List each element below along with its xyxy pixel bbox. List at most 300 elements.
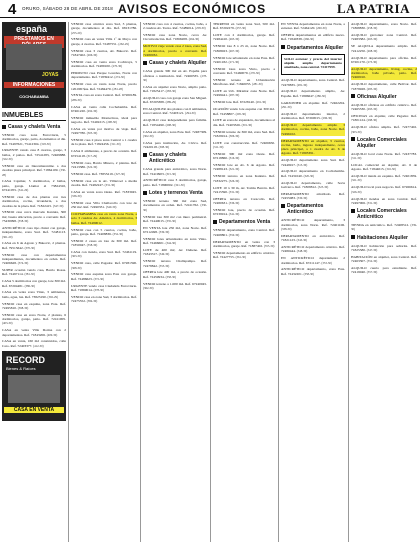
classified-ad bbox=[143, 141, 207, 150]
square-bullet-icon bbox=[351, 235, 355, 239]
ad-code: (384-30) bbox=[86, 299, 98, 304]
ad-text: VENDO casa en esquina, zona Este. Ref. 72495810. bbox=[2, 301, 66, 310]
highlighted-ad bbox=[351, 67, 417, 80]
ad-espana-line3: INFORMACIONES bbox=[4, 82, 64, 88]
classified-ad bbox=[2, 210, 66, 223]
ad-text: VENDO lote urbanizado en zona Este. Ref. 72401182. bbox=[213, 55, 275, 64]
ad-text: ALQUILO departamento para oficina. Ref. 67201170. bbox=[351, 55, 417, 64]
classified-ad bbox=[213, 141, 275, 150]
classified-ad bbox=[71, 261, 137, 270]
classified-ad bbox=[281, 218, 345, 231]
classified-ad bbox=[71, 295, 137, 304]
ad-code: (327-30) bbox=[114, 171, 125, 176]
ad-code: (320-30) bbox=[303, 173, 315, 178]
boxed-ad bbox=[281, 54, 345, 75]
classified-ad bbox=[351, 255, 417, 264]
classified-ad bbox=[351, 197, 417, 206]
classified-ad bbox=[2, 226, 66, 239]
classified-ad bbox=[71, 228, 137, 237]
classified-ad bbox=[213, 100, 275, 104]
section-heading bbox=[2, 124, 66, 130]
classified-ad bbox=[2, 179, 66, 192]
ad-code: (352-30) bbox=[366, 259, 378, 264]
ad-text: VENDO lote. Ref. 67228140. bbox=[213, 100, 255, 105]
ad-code: (291-30) bbox=[255, 100, 267, 105]
ad-code: (343-30) bbox=[296, 238, 308, 243]
ad-text: EN VENTA lote 250 m2, zona Norte. Ref. 67212498. bbox=[143, 225, 207, 235]
ad-text: ALQUILO departamento, calle Bolívar. Ref. 71879928. bbox=[351, 82, 417, 91]
ad-text: LOTE con construcción. Ref. 72406650. bbox=[213, 140, 275, 145]
classified-ad bbox=[71, 239, 137, 248]
ad-text: OFERTA departamentos en edificio nuevo. Ref. 71840338. bbox=[281, 33, 345, 42]
ad-code: (278-30) bbox=[143, 73, 207, 82]
classified-ad bbox=[2, 313, 66, 326]
ad-text: VENDO 2 casas en lote de 300 m2. Ref. 71850047. bbox=[71, 238, 137, 248]
classified-ad bbox=[351, 185, 417, 194]
ad-code: (298-30) bbox=[106, 120, 117, 125]
ad-record-subtitle: Bienes & Raíces bbox=[6, 366, 36, 372]
ad-code: (381-30) bbox=[24, 272, 35, 277]
ad-code: (301-30) bbox=[241, 122, 253, 127]
ad-code: (287-30) bbox=[228, 93, 240, 98]
classified-ad bbox=[213, 118, 275, 127]
classified-ad bbox=[71, 284, 137, 293]
ad-text: LOTE de 400 m2, Av. Dehene. Ref. 71843317. bbox=[143, 248, 207, 257]
ad-text: ALQUILO oficina amplia. Ref. 72477402. bbox=[351, 125, 417, 130]
classified-ad bbox=[71, 49, 137, 58]
classified-ad bbox=[71, 116, 137, 125]
ad-text: ALQUILO departamento en Cochabamba. Ref. 72431040. bbox=[281, 169, 345, 178]
ad-text: CASA en venta zona Vinto, 3 ambientes, baño, agua, luz. Ref. 73823190. bbox=[2, 290, 66, 299]
ad-text: CASA grande para anticrético, zona Norte. Ref. 72419903. bbox=[143, 167, 207, 176]
classified-ad bbox=[351, 44, 417, 53]
classified-ad bbox=[71, 37, 137, 46]
classified-ad bbox=[213, 78, 275, 87]
ad-code: (338-30) bbox=[281, 227, 292, 232]
classified-ad bbox=[71, 22, 137, 35]
ad-code: (283-30) bbox=[165, 89, 177, 94]
classified-ad bbox=[281, 158, 345, 167]
classified-ad bbox=[71, 138, 137, 147]
classified-ad bbox=[71, 190, 137, 199]
classified-ad bbox=[71, 272, 137, 281]
classified-ad bbox=[143, 248, 207, 257]
ad-text: ALQUILO departamento, zona Norte. Ref. 71868830. bbox=[351, 22, 417, 31]
ad-code: (341-29) bbox=[17, 188, 29, 193]
ad-text: ANTICRÉTICO departamento, zona Este. Ref. 72432201. bbox=[281, 267, 345, 276]
ad-code: (305-30) bbox=[86, 131, 98, 136]
classified-ad bbox=[213, 33, 275, 42]
ad-code: (363-30) bbox=[71, 254, 82, 259]
ad-code: (268-30) bbox=[366, 48, 378, 53]
section-heading-text: Lotes y terrenos Venta bbox=[149, 190, 203, 197]
classified-ad bbox=[351, 266, 417, 275]
ad-code: (347-30) bbox=[366, 248, 378, 253]
ad-code: (412-30) bbox=[33, 343, 44, 348]
ad-text: VENDO casa con departamentos independientes, documentos en orden. Ref. 72406628. bbox=[2, 252, 66, 266]
classified-ad bbox=[143, 270, 207, 279]
ad-text: VENDO casa 2 pisos zona Central a 1 cuadra de la plaza. Ref. 71824456. bbox=[71, 138, 137, 147]
classified-ad bbox=[71, 149, 137, 158]
ad-code: (340-30) bbox=[105, 205, 117, 210]
ad-code: (361-30) bbox=[235, 255, 247, 260]
ad-text: ALQUILO tienda en esquina. Ref. 72401859. bbox=[351, 174, 417, 179]
ad-code: (270-30) bbox=[111, 64, 123, 69]
ad-text: CASA en venta, 160 m2 construidos, calle Caro. Ref. 72403377. bbox=[2, 339, 66, 348]
ad-text: ALQUILO cuarto para estudiante. Ref. 72419040. bbox=[351, 266, 417, 275]
ad-text: ALQUILO departamento, calle Soria Galvarro. Ref. 71808812. bbox=[281, 180, 345, 189]
ad-text: ALQUILO oficinas en edificio céntrico. Ref. 72465530. bbox=[351, 102, 417, 112]
classified-ad bbox=[351, 56, 417, 65]
classified-ad bbox=[281, 181, 345, 190]
classified-ad bbox=[213, 240, 275, 249]
classified-ad bbox=[143, 167, 207, 176]
ad-code: (316-30) bbox=[385, 167, 396, 172]
ad-text: VENDO casa, Barrio Minero, 2 plantas. Ref. 72413386. bbox=[71, 160, 137, 169]
ad-code: (322-30) bbox=[86, 164, 98, 169]
classified-ad bbox=[213, 107, 275, 116]
ad-espana-logo: españa bbox=[16, 24, 48, 34]
classified-ad bbox=[213, 152, 275, 161]
ad-code: (315-30) bbox=[296, 162, 308, 167]
ad-code: (258-30) bbox=[366, 26, 378, 31]
ad-code: (292-30) bbox=[86, 108, 98, 113]
classified-ad bbox=[71, 172, 137, 176]
ad-text: DEPARTAMENTO en alquiler, 3 cuartos, cocina, baño, ingreso independiente, cerca plaza principal, a 1 cuadra de Av. 6 de Agosto. Ref. 71803391. bbox=[281, 138, 345, 156]
ad-code: (355-30) bbox=[263, 243, 275, 248]
ad-code: (372-30) bbox=[93, 276, 105, 281]
square-bullet-icon bbox=[213, 220, 217, 224]
ad-text: CASA en venta calle Cochabamba. Ref. 67461220. bbox=[71, 104, 137, 113]
ad-text: VENDO casa en venta Villa 1º de Mayo con garaje, 4 cuartos. Ref. 72487551. bbox=[71, 37, 137, 46]
ad-code: (352-30) bbox=[112, 231, 124, 236]
ad-record-title: RECORD bbox=[6, 355, 46, 366]
classified-ad bbox=[351, 22, 417, 31]
classified-ad bbox=[281, 33, 345, 42]
classified-ad bbox=[213, 197, 275, 206]
classified-ad bbox=[351, 103, 417, 112]
col2-ads bbox=[71, 22, 137, 303]
ad-text: URGENTE vendo casa Ciudadela Ferroviaria. Ref. 71869014. bbox=[71, 283, 137, 292]
ad-code: (335-30) bbox=[165, 218, 177, 223]
ad-code: (358-30) bbox=[303, 271, 315, 276]
ad-code: (296-30) bbox=[321, 116, 333, 121]
column-2 bbox=[69, 22, 139, 542]
section-heading-text: Casas y chalets Alquiler bbox=[149, 60, 207, 67]
ad-text: OFERTA lote 400 m2, a precio de ocasión. Ref. 72459934. bbox=[143, 270, 207, 279]
ad-text: DEPARTAMENTO en venta con 3 dormitorios, garaje. Ref. 71887402. bbox=[213, 239, 275, 248]
col5-ads bbox=[281, 22, 345, 276]
classified-ad bbox=[71, 82, 137, 91]
classified-ad bbox=[281, 169, 345, 178]
ad-text: VENDO lote, precio de ocasión. Ref. 67239914. bbox=[213, 207, 275, 217]
ad-code: (348-30) bbox=[296, 249, 308, 254]
square-bullet-icon bbox=[351, 137, 355, 141]
ad-code: (263-30) bbox=[366, 37, 378, 42]
section-heading bbox=[143, 60, 207, 66]
ad-code: (293-30) bbox=[366, 107, 378, 112]
classified-ad bbox=[351, 33, 417, 42]
ad-text: GARZONIER en alquiler. Ref. 72462204. bbox=[281, 100, 345, 105]
ad-record-house-image bbox=[8, 375, 60, 403]
ad-text: VENDO casa de dos plantas con tres dormitorios, cocina, lavandería, a dos cuadras de la plaza. Ref. 71822415. bbox=[2, 194, 66, 208]
ad-code: (311-30) bbox=[110, 142, 121, 147]
classified-ad bbox=[281, 234, 345, 243]
classified-ad bbox=[281, 267, 345, 276]
classified-ad bbox=[71, 71, 137, 80]
classified-ad bbox=[2, 241, 66, 250]
classified-ad bbox=[143, 118, 207, 127]
classified-ad bbox=[213, 251, 275, 260]
ad-text: VENDO casa en Intecamerentino a dos cuadras plaza principal. Ref. 71864109. bbox=[2, 163, 66, 173]
ad-code: (303-30) bbox=[351, 129, 362, 134]
ad-code: (260-30) bbox=[316, 26, 327, 31]
ad-code: (321-30) bbox=[351, 178, 362, 183]
ad-text: VENDO casa zona Ferroviaria, 5 dormitorios, garaje, patio, documentos al día. Ref. 72497621, 75412304. bbox=[2, 133, 66, 146]
ad-code: (362-30) bbox=[143, 285, 154, 290]
ad-code: (286-30) bbox=[71, 97, 82, 102]
ad-text: VENTA casa en zona Central. Ref. 67200189. bbox=[71, 93, 137, 98]
ad-code: (311-30) bbox=[213, 145, 224, 150]
ad-code: (331-30) bbox=[104, 182, 116, 187]
ad-text: VENDO departamento en edificio céntrico. Ref. 72427755. bbox=[213, 250, 275, 260]
column-6 bbox=[349, 22, 419, 542]
ad-code: (273-30) bbox=[366, 59, 378, 64]
ad-text: ALQUILO local para negocio. Ref. 67266614. bbox=[351, 185, 417, 190]
classified-ad bbox=[213, 89, 275, 98]
inmuebles-heading: INMUEBLES bbox=[2, 112, 66, 121]
ad-text: VENDO terreno en Urbanización Miraflores. Ref. 71840055. bbox=[213, 77, 275, 87]
classified-ad bbox=[351, 244, 417, 253]
ad-text: VENDO casa Villa Challacollo con lote de 250 m2. Ref. 72490331. bbox=[71, 201, 137, 210]
ad-code: (392-29) bbox=[47, 294, 58, 299]
ad-code: (374-30) bbox=[17, 261, 29, 266]
highlighted-ad bbox=[143, 44, 207, 57]
ad-text: CASA en alquiler, zona Este. Ref. 72487309. bbox=[143, 129, 207, 134]
ad-code: (358-30) bbox=[17, 219, 29, 224]
ad-text: CASA en venta zona Oeste. Ref. 71833045. bbox=[71, 189, 137, 194]
ad-code: (316-30) bbox=[228, 156, 240, 161]
ad-text: VENDO casa en venta zona Cochiraya, 5 dormitorios. Ref. 72489100. bbox=[71, 59, 137, 69]
classified-ad bbox=[2, 268, 66, 277]
ad-text: ANTICRÉTICO casa tipo chalet con garaje, independiente, zona Sud. Ref. 72481113. bbox=[2, 225, 66, 235]
ad-text: CASA Cajamar, 5 dormitorios, 2 baños, patio, garaje. Llamar al 73824310, 67241055. bbox=[2, 179, 66, 193]
ad-code: (378-30) bbox=[93, 287, 105, 292]
page-date: ORURO, SÁBADO 28 DE ABRIL DE 2018 bbox=[22, 6, 113, 11]
classified-ad bbox=[351, 163, 417, 172]
ad-code: (264-30) bbox=[188, 37, 200, 42]
ad-text: TIENDA en anticrético. Ref. 72408512. bbox=[351, 223, 410, 228]
ad-code: (306-30) bbox=[228, 133, 240, 138]
section-heading bbox=[143, 152, 207, 164]
ad-code: (276-30) bbox=[249, 71, 260, 76]
ad-text: LOTE 10 x 30 m, Av. Tomás Barrón. Ref. 72415590. bbox=[213, 185, 275, 194]
ad-text: VENDO terreno de 360 m2, zona Sud. Ref. 71829914. bbox=[213, 129, 275, 138]
classified-ad bbox=[143, 237, 207, 246]
ad-text: VENDO casa con 5 cuartos, cocina, baño, patio, garaje. Ref. 72408836. bbox=[71, 227, 137, 236]
ad-code: (285-30) bbox=[366, 86, 378, 91]
section-heading bbox=[213, 219, 275, 225]
section-title: AVISOS ECONÓMICOS bbox=[118, 2, 267, 16]
ad-code: (289-29) bbox=[165, 100, 177, 105]
ad-text: ALQUILO garzonier zona Central. Ref. 72483382. bbox=[351, 33, 417, 42]
ad-text: LOTE en zona de expansión, documentos al día. Ref. 72403326. bbox=[213, 118, 275, 127]
classified-ad bbox=[71, 161, 137, 170]
ad-text: VENDO casa zona Norte, cerca Av. Circunvalación. Ref. 71866208. bbox=[143, 33, 207, 42]
classified-ad bbox=[143, 22, 207, 31]
classified-ad bbox=[351, 174, 417, 183]
ad-text: VENDO casa cerca mercado Kantuta, 300 m2, buena ubicación, precio a convenir. Ref. 75430098. bbox=[2, 210, 66, 224]
col6-ads bbox=[351, 22, 417, 275]
classified-ad bbox=[281, 101, 345, 110]
classified-ad bbox=[71, 127, 137, 136]
page-number: 4 bbox=[8, 1, 17, 18]
col3-ads bbox=[143, 22, 207, 290]
classified-ad bbox=[2, 148, 66, 161]
ad-code: (274-30) bbox=[114, 75, 125, 80]
section-heading-text: Casas y chalets Venta bbox=[8, 124, 61, 130]
ad-code: (370-30) bbox=[24, 245, 36, 250]
ad-code: (262-29) bbox=[118, 41, 129, 46]
ad-text: VENDO terreno 360 m2 zona Sud, documentos en orden. Ref. 72411762. bbox=[143, 199, 207, 208]
classified-ad bbox=[281, 112, 345, 121]
ad-text: CASA 5 dormitorios con garaje, lote 300 m2. Ref. 67204481. bbox=[2, 279, 66, 288]
highlighted-ad bbox=[281, 139, 345, 156]
section-heading bbox=[281, 45, 345, 51]
ad-code: (286-30) bbox=[315, 93, 326, 98]
column-4 bbox=[211, 22, 277, 542]
ad-code: (266-30) bbox=[86, 52, 98, 57]
classified-ad bbox=[213, 67, 275, 76]
ad-code: (357-30) bbox=[366, 270, 378, 275]
ad-text: ANTICRÉTICO casa 3 dormitorios, garaje, patio. Ref. 71890002. bbox=[143, 178, 207, 187]
classified-ad bbox=[143, 69, 207, 82]
ad-code: (403-30) bbox=[2, 321, 13, 326]
ad-text: VENDO terreno en zona Kantuta. Ref. 71832275. bbox=[213, 174, 275, 183]
ad-code: (321-30) bbox=[228, 167, 240, 172]
ad-text: CASA 6 ambientes, a precio de ocasión. Ref. 67254118. bbox=[71, 149, 137, 158]
ad-code: (330-30) bbox=[143, 203, 207, 212]
classified-ad bbox=[2, 328, 66, 337]
classified-ad bbox=[351, 152, 417, 161]
newspaper-brand: LA PATRIA bbox=[337, 1, 410, 16]
ad-code: (347-30) bbox=[52, 203, 64, 208]
classified-ad bbox=[213, 228, 275, 237]
ad-text: VENDO casa en zona Sud, 3 dormitorios. Ref. 72475552. bbox=[71, 294, 137, 304]
ad-code: (308-30) bbox=[158, 144, 170, 149]
classified-ad bbox=[71, 60, 137, 69]
section-heading-text: Departamentos Venta bbox=[219, 219, 271, 226]
ad-code: (295-30) bbox=[235, 111, 247, 116]
classified-ad bbox=[71, 179, 137, 188]
ad-text: CASA grande 300 m2 en Av. España para oficinas o institución. Ref. 72460335. bbox=[143, 69, 207, 78]
classified-ad bbox=[281, 245, 345, 254]
ad-code: (341-30) bbox=[228, 212, 240, 217]
square-bullet-icon bbox=[143, 153, 147, 157]
square-bullet-icon bbox=[351, 209, 355, 213]
ad-code: (271-30) bbox=[228, 59, 240, 64]
ad-text: VENDO departamento, zona Central. Ref. 72468801. bbox=[213, 228, 275, 237]
ad-espana-line4: COCHABAMBA bbox=[19, 94, 49, 99]
ad-text: VENDO 300 m2 zona Oeste. Ref. 67218860. bbox=[213, 151, 275, 161]
classified-ad bbox=[71, 250, 137, 259]
section-heading bbox=[351, 208, 417, 220]
ad-espana-line1: PRESTAMOS EN bbox=[4, 36, 64, 48]
ad-text: CASA con tienda, zona Sud. Ref. 72461119. bbox=[71, 250, 137, 255]
classified-ad bbox=[2, 302, 66, 311]
ad-record bbox=[2, 351, 66, 421]
ad-text: ALQUILO habitación para señorita. Ref. 71825580. bbox=[351, 243, 417, 253]
classified-ad bbox=[143, 33, 207, 42]
ad-text: ALQUILO departamento amplio 3 dormitorios, cocina, baño, zona Norte. Ref. 72496102. bbox=[281, 123, 345, 136]
ad-code: (266-30) bbox=[303, 37, 315, 42]
classified-ad bbox=[71, 201, 137, 210]
ad-code: (386-30) bbox=[24, 283, 36, 288]
ad-code: (336-30) bbox=[71, 194, 82, 199]
ad-code: (267-30) bbox=[228, 48, 240, 53]
section-heading-text: Locales Comerciales Anticrético bbox=[357, 208, 407, 221]
ad-text: VENDO casa. Ref. 73855219. bbox=[71, 171, 114, 176]
classified-ad bbox=[143, 85, 207, 94]
ad-espana-photo bbox=[6, 44, 62, 70]
section-heading bbox=[351, 235, 417, 241]
classified-ad bbox=[281, 89, 345, 98]
ad-code: (358-30) bbox=[165, 274, 177, 279]
classified-ad bbox=[351, 223, 417, 232]
section-heading bbox=[281, 203, 345, 215]
classified-ad bbox=[2, 133, 66, 146]
section-heading-text: Departamentos Anticrético bbox=[287, 203, 324, 216]
ad-code: (321-30) bbox=[174, 182, 185, 187]
ad-code: (298-30) bbox=[165, 122, 177, 127]
ad-text: OFERTA terreno en Caracollo. Ref. 72480631. bbox=[213, 196, 275, 205]
classified-ad bbox=[213, 186, 275, 195]
col1-ads bbox=[2, 124, 66, 348]
ad-code: (322-30) bbox=[2, 157, 13, 162]
ad-code: (398-30) bbox=[17, 305, 29, 310]
ad-text: EN ALQUILER dos plantas con 6 ambientes, zona Central. Ref. 72403121. bbox=[143, 107, 207, 116]
ad-code: (281-30) bbox=[252, 82, 263, 87]
highlighted-ad bbox=[281, 123, 345, 136]
square-bullet-icon bbox=[143, 191, 147, 195]
ad-text: CASA en venta Villa Dorina con 2 departamentos. Ref. 71843206. bbox=[2, 328, 66, 337]
ad-code: (326-30) bbox=[228, 178, 240, 183]
ad-code: (330-28) bbox=[2, 168, 66, 177]
ad-code: (281-28) bbox=[112, 86, 123, 91]
ad-text: LOTE en Urb. Miramar zona Norte. Ref. 72499441. bbox=[213, 89, 275, 98]
classified-ad bbox=[2, 164, 66, 177]
ad-text: ALQUILO departamento, living, cocina, 2 dormitorios, baño privado, patio. Ref. 72460010. bbox=[351, 66, 417, 80]
ad-code: (325-30) bbox=[317, 184, 329, 189]
ad-code: (315-30) bbox=[165, 171, 177, 176]
ad-text: ALQUILO departamento zona Sud. Ref. 72449917. bbox=[281, 158, 345, 167]
ad-text: ANTICRÉTICO departamento, 3 dormitorios, zona Norte. Ref. 72401106. bbox=[281, 218, 345, 227]
ad-text: MOTIVO viaje vendo casa 2 lotes, zona Sud, 4 dormitorios, precio a convenir. Ref. 72480032. bbox=[143, 44, 207, 57]
ad-text: VENDO casa en venta zona Norte, precio 120.000 $us. Ref. 72484470. bbox=[71, 82, 137, 91]
ad-text: EN ANTICRÉTICO departamento 2 dormitorios. Ref. 67211147. bbox=[281, 256, 345, 265]
ad-text: VENDO lote 300 m2 con muro perimetral. Ref. 72440015. bbox=[143, 214, 207, 223]
ad-text: DEPARTAMENTO en anticrético. Ref. 71821123. bbox=[281, 233, 345, 243]
ad-code: (368-30) bbox=[71, 265, 82, 270]
ad-text: VENDO casa, calle Pagador. Ref. 67281590. bbox=[71, 261, 137, 266]
ad-text: VENDO lote 8 x 25 m, zona Norte. Ref. 71868023. bbox=[213, 44, 275, 53]
section-heading-text: Oficinas Alquiler bbox=[357, 93, 397, 100]
classified-ad bbox=[281, 78, 345, 87]
ad-text: ALQUILO casa con garaje zona San Miguel. Ref. 67203388. bbox=[143, 95, 207, 105]
classified-ad bbox=[213, 56, 275, 65]
ad-text: TERRENO en venta zona Sud, 500 m2. Ref. 67202279. bbox=[213, 22, 275, 31]
ad-text: VENDO lotes urbanizados en zona Vinto. Ref. 72466601. bbox=[143, 236, 207, 246]
